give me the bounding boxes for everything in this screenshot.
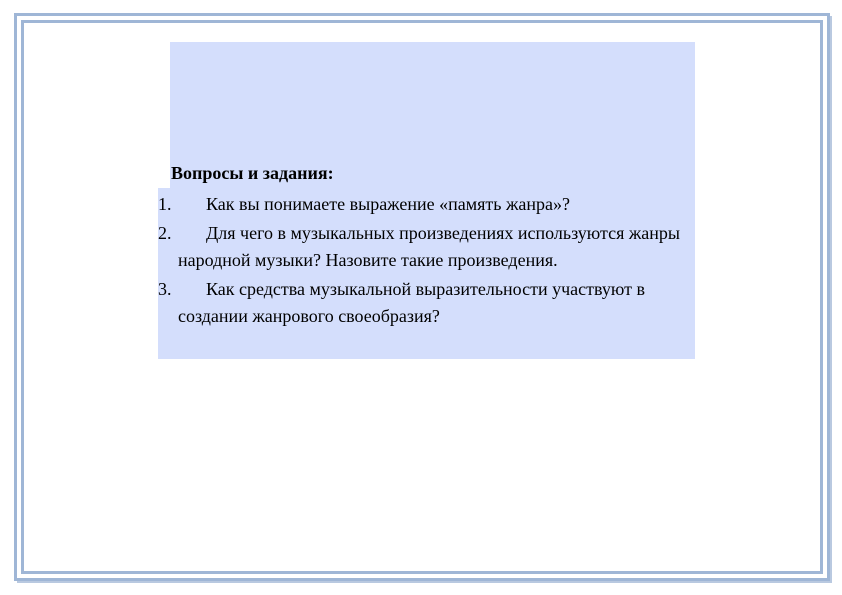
question-item	[158, 220, 695, 274]
question-item	[158, 191, 695, 218]
question-text: Как средства музыкальной выразительности участвуют в создании жанрового своеобразия?	[178, 279, 645, 326]
section-heading: Вопросы и задания:	[171, 163, 334, 183]
questions-block	[158, 160, 695, 332]
frame-shadow	[830, 16, 832, 583]
question-number: 1.	[158, 194, 172, 214]
question-number: 2.	[158, 223, 172, 243]
question-text: Для чего в музыкальных произведениях используются жанры народной музыки? Назовите такие произведения.	[178, 223, 681, 270]
question-item	[158, 276, 695, 330]
question-number: 3.	[158, 279, 172, 299]
question-text: Как вы понимаете выражение «память жанра»?	[206, 194, 571, 214]
frame-shadow	[17, 581, 832, 583]
